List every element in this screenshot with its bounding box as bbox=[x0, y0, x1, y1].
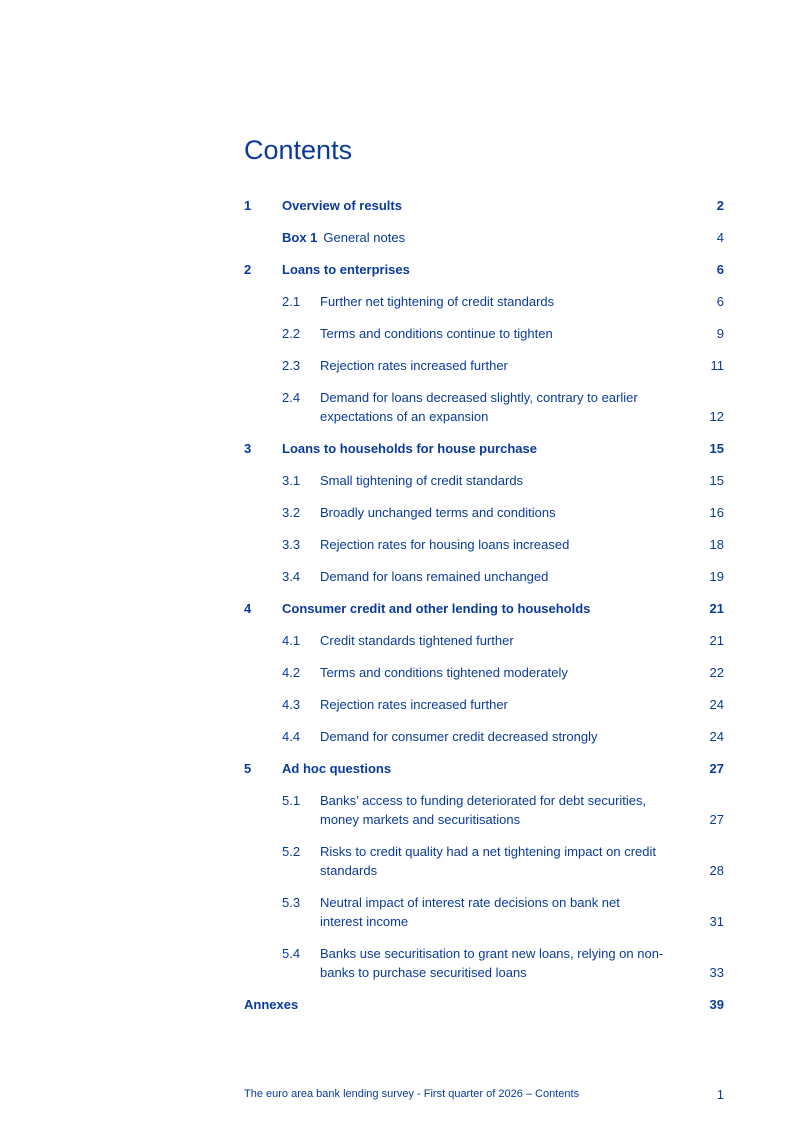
toc-page-number: 19 bbox=[709, 569, 724, 584]
toc-subsection-number: 2.1 bbox=[282, 294, 301, 309]
toc-entry[interactable] bbox=[244, 535, 724, 554]
toc-section-number: 1 bbox=[244, 198, 252, 213]
toc-subsection-number: 3.3 bbox=[282, 537, 301, 552]
toc-page-number: 2 bbox=[716, 198, 724, 213]
toc-subsection-title: Terms and conditions tightened moderately bbox=[320, 665, 568, 680]
toc-entry[interactable] bbox=[244, 567, 724, 586]
toc-box-label: Box 1 bbox=[282, 230, 318, 245]
toc-section-title: Loans to households for house purchase bbox=[282, 441, 537, 456]
toc-subsection-number: 3.2 bbox=[282, 505, 301, 520]
toc-subsection-number: 2.3 bbox=[282, 358, 301, 373]
toc-subsection-number: 4.1 bbox=[282, 633, 301, 648]
toc-page-number: 24 bbox=[709, 729, 724, 744]
toc-page-number: 16 bbox=[709, 505, 724, 520]
toc-section-title: Ad hoc questions bbox=[282, 761, 392, 776]
toc-subsection-number: 3.4 bbox=[282, 569, 301, 584]
toc-entry[interactable] bbox=[244, 228, 724, 247]
toc-page-number: 12 bbox=[709, 409, 724, 424]
toc-subsection-number: 4.3 bbox=[282, 697, 301, 712]
toc-entry[interactable] bbox=[244, 893, 724, 931]
page-footer bbox=[244, 1087, 724, 1101]
toc-subsection-number: 5.4 bbox=[282, 946, 301, 961]
toc-subsection-title: Banks’ access to funding deteriorated for debt securities, money markets and securitisations bbox=[320, 793, 647, 827]
toc-page-number: 18 bbox=[709, 537, 724, 552]
toc-subsection-title: Broadly unchanged terms and conditions bbox=[320, 505, 556, 520]
toc-page-number: 24 bbox=[709, 697, 724, 712]
toc-entry[interactable] bbox=[244, 388, 724, 426]
toc-section-title: Loans to enterprises bbox=[282, 262, 410, 277]
toc-entry[interactable] bbox=[244, 631, 724, 650]
toc-subsection-number: 4.4 bbox=[282, 729, 301, 744]
toc-page-number: 33 bbox=[709, 965, 724, 980]
toc-subsection-title: Neutral impact of interest rate decisions on bank net interest income bbox=[320, 895, 620, 929]
toc-page-number: 11 bbox=[710, 358, 724, 373]
toc-entry[interactable] bbox=[244, 439, 724, 458]
toc-annex-title: Annexes bbox=[244, 997, 299, 1012]
toc-entry[interactable] bbox=[244, 663, 724, 682]
toc-page-number: 21 bbox=[709, 633, 724, 648]
toc-entry[interactable] bbox=[244, 292, 724, 311]
toc-entry[interactable] bbox=[244, 944, 724, 982]
toc-subsection-title: Further net tightening of credit standards bbox=[320, 294, 555, 309]
toc-subsection-number: 5.3 bbox=[282, 895, 301, 910]
toc-subsection-number: 2.4 bbox=[282, 390, 301, 405]
page-title: Contents bbox=[244, 135, 353, 165]
toc-page-number: 22 bbox=[709, 665, 724, 680]
toc-section-title: Consumer credit and other lending to households bbox=[282, 601, 591, 616]
toc-subsection-title: Small tightening of credit standards bbox=[320, 473, 524, 488]
toc-page-number: 15 bbox=[709, 473, 724, 488]
toc-subsection-number: 5.2 bbox=[282, 844, 301, 859]
toc-entry[interactable] bbox=[244, 324, 724, 343]
toc-subsection-title: Demand for consumer credit decreased strongly bbox=[320, 729, 598, 744]
toc-section-number: 4 bbox=[244, 601, 252, 616]
toc-page-number: 27 bbox=[709, 761, 724, 776]
toc-entry[interactable] bbox=[244, 503, 724, 522]
toc-box-title: General notes bbox=[323, 230, 406, 245]
toc-subsection-number: 4.2 bbox=[282, 665, 301, 680]
toc-page-number: 6 bbox=[716, 262, 724, 277]
toc-page-number: 27 bbox=[709, 812, 724, 827]
toc-entry[interactable] bbox=[244, 759, 724, 778]
toc-entry[interactable] bbox=[244, 260, 724, 279]
toc-subsection-title: Rejection rates increased further bbox=[320, 358, 508, 373]
toc-subsection-title: Rejection rates increased further bbox=[320, 697, 508, 712]
toc-subsection-title: Terms and conditions continue to tighten bbox=[320, 326, 553, 341]
toc-section-number: 3 bbox=[244, 441, 252, 456]
toc-entry[interactable] bbox=[244, 995, 724, 1014]
toc-section-number: 2 bbox=[244, 262, 252, 277]
toc-page-number: 28 bbox=[709, 863, 724, 878]
toc-page-number: 21 bbox=[709, 601, 724, 616]
toc-subsection-number: 5.1 bbox=[282, 793, 301, 808]
footer-page-number: 1 bbox=[716, 1087, 724, 1102]
toc-page-number: 39 bbox=[709, 997, 724, 1012]
toc-section-number: 5 bbox=[244, 761, 252, 776]
toc-page-number: 4 bbox=[716, 230, 724, 245]
toc-entry[interactable] bbox=[244, 727, 724, 746]
toc-subsection-title: Credit standards tightened further bbox=[320, 633, 514, 648]
toc-section-title: Overview of results bbox=[282, 198, 402, 213]
toc-page-number: 6 bbox=[716, 294, 724, 309]
toc-entry[interactable] bbox=[244, 842, 724, 880]
toc-subsection-title: Rejection rates for housing loans increased bbox=[320, 537, 570, 552]
toc-subsection-title: Demand for loans remained unchanged bbox=[320, 569, 549, 584]
table-of-contents bbox=[244, 196, 724, 1027]
toc-subsection-title: Banks use securitisation to grant new loans, relying on non-banks to purchase securitised loans bbox=[320, 946, 664, 980]
toc-page-number: 9 bbox=[716, 326, 724, 341]
footer-text: The euro area bank lending survey - First quarter of 2026 – Contents bbox=[244, 1088, 580, 1100]
toc-subsection-title: Risks to credit quality had a net tightening impact on credit standards bbox=[320, 844, 657, 878]
toc-entry[interactable] bbox=[244, 471, 724, 490]
toc-entry[interactable] bbox=[244, 196, 724, 215]
toc-subsection-title: Demand for loans decreased slightly, contrary to earlier expectations of an expansion bbox=[320, 390, 638, 424]
toc-subsection-number: 3.1 bbox=[282, 473, 301, 488]
toc-entry[interactable] bbox=[244, 695, 724, 714]
toc-subsection-number: 2.2 bbox=[282, 326, 301, 341]
toc-entry[interactable] bbox=[244, 791, 724, 829]
toc-entry[interactable] bbox=[244, 356, 724, 375]
toc-page-number: 31 bbox=[709, 914, 724, 929]
toc-entry[interactable] bbox=[244, 599, 724, 618]
toc-page-number: 15 bbox=[709, 441, 724, 456]
